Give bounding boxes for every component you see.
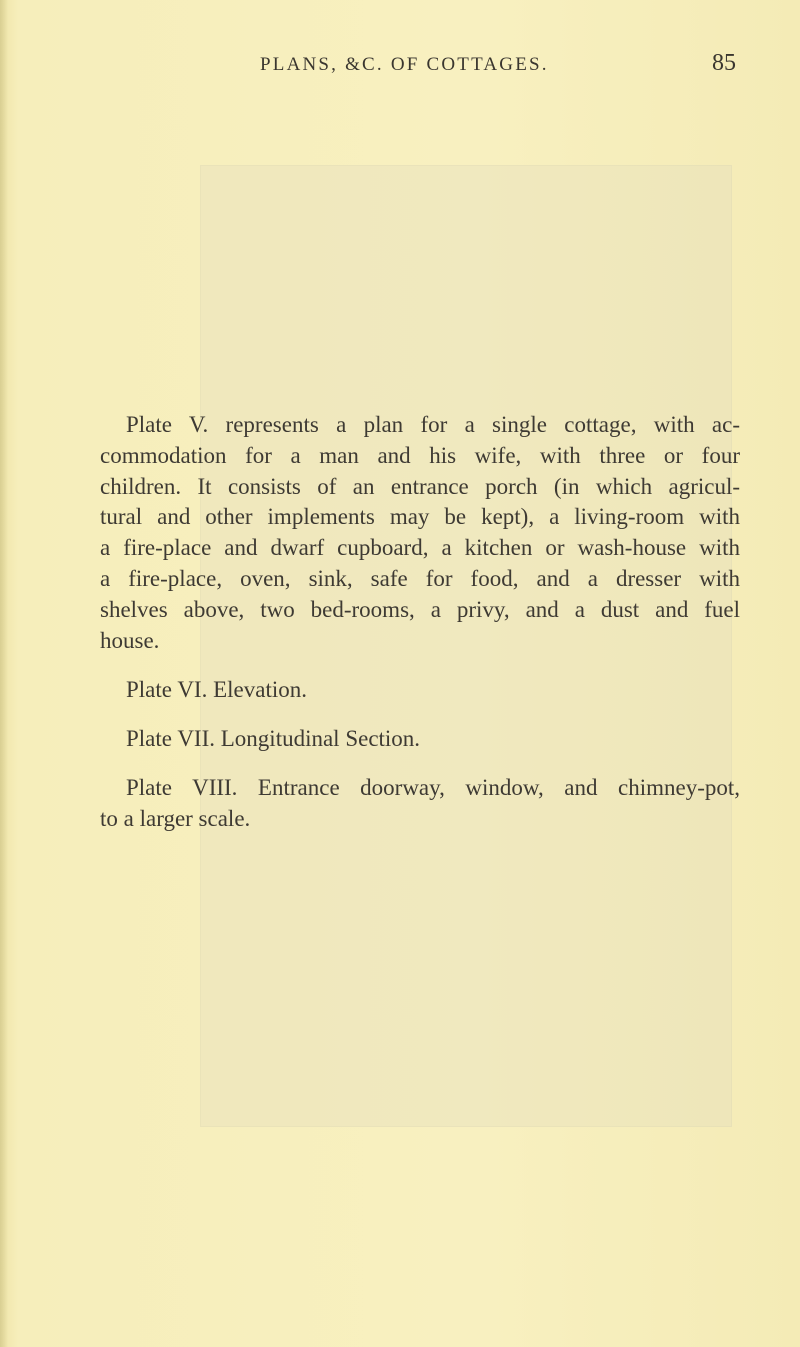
text-line: shelves above, two bed-rooms, a privy, and a dust and fuel <box>100 596 740 622</box>
text-line: to a larger scale. <box>100 805 251 831</box>
text-line: Plate V. represents a plan for a single cottage, with ac- <box>126 412 740 437</box>
paragraph-plate-vi: Plate VI. Elevation. <box>126 677 307 703</box>
text-line: tural and other implements may be kept), a living-room with <box>100 504 740 530</box>
text-line: Plate VIII. Entrance doorway, window, and chimney-pot, <box>126 774 740 800</box>
text-line: commodation for a man and his wife, with three or four <box>100 442 740 468</box>
page-header <box>100 50 740 84</box>
text-line: house. <box>100 627 160 653</box>
text-line: children. It consists of an entrance porch (in which agricul- <box>100 473 740 499</box>
text-line: a fire-place, oven, sink, safe for food, and a dresser with <box>100 565 740 591</box>
text-line: a fire-place and dwarf cupboard, a kitchen or wash-house with <box>100 535 740 561</box>
paragraph-plate-viii <box>100 773 740 835</box>
running-title: PLANS, &C. OF COTTAGES. <box>260 54 549 75</box>
paragraph-plate-vii: Plate VII. Longitudinal Section. <box>126 726 421 752</box>
page-number: 85 <box>712 50 736 76</box>
page-gutter-shade <box>0 0 8 1347</box>
paragraph-plate-v <box>100 410 740 656</box>
body-text <box>100 410 740 835</box>
